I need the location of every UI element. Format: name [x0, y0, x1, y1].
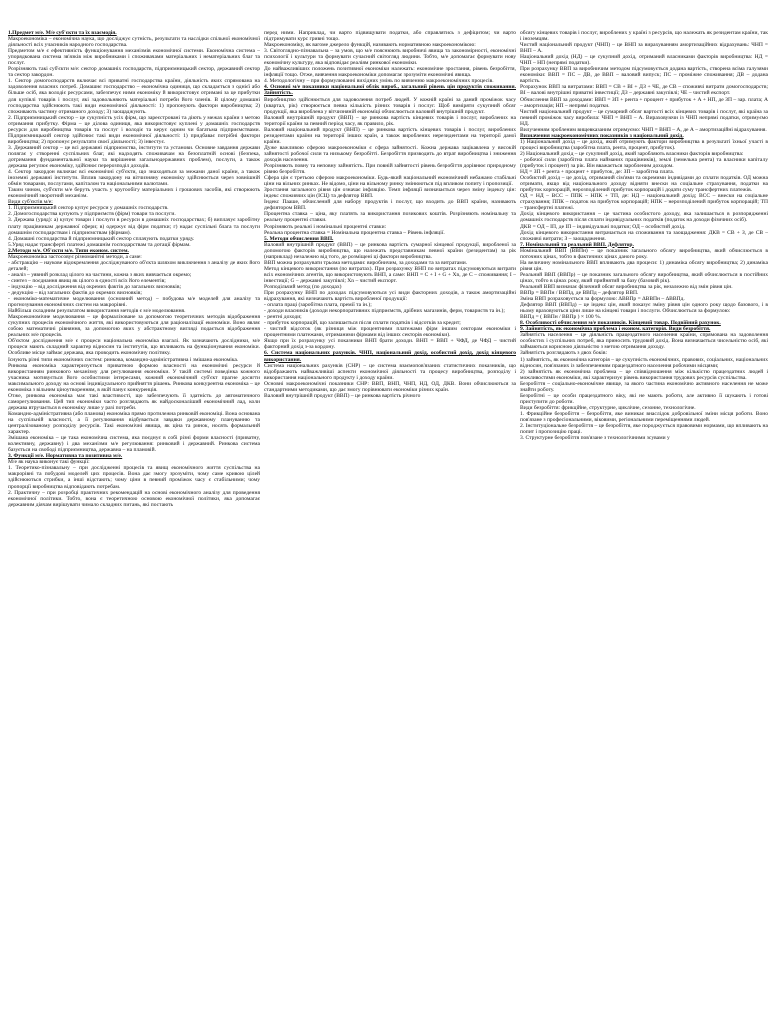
- paragraph: Реальна процентна ставка = Номінальна процентна ставка – Рівень інфляції.: [264, 229, 445, 236]
- paragraph: Виробництво здійснюється для задоволення потреб людей. У кожній країні за даний проміжок часу (квартал, рік) створюється певна кількість різних товарів і послуг. Щоб виміряти сукупний обсяг продукції, яка вироблена у вітчизняній економіці обчислюється валовий внутрішній продукт.: [264, 96, 516, 115]
- paragraph: Найбільш складним результатом використання методів є м/е моделювання.: [8, 308, 186, 315]
- paragraph: Особистий дохід – це дохід, отриманий сім'ями та окремими індивідами до сплати податків. ОД можна отримати, якщо від національного доходу відняти внески на соціальне страхування, податки на прибуток корпорацій, нерозподілений прибуток корпорацій і додати суму трансфертних платежів.: [520, 175, 768, 194]
- paragraph: Реальний ВВП (ВВПр) – це показник загального обсягу виробництва, який обчислюється в постійних цінах, тобто в цінах року, який прийнятий за базу (базовий рік).: [520, 271, 768, 284]
- paragraph: Валовий внутрішній продукт (ВВП) – це ринкова вартість кінцевих товарів і послуг, вироблених на території країни за певний період часу, як правило, рік.: [264, 114, 516, 127]
- section-heading: 9. Зайнятість, як економічна проблема і економ. категорія. Види безробіття.: [520, 326, 711, 333]
- paragraph: Метод кінцевого використання (по витратах). При розрахунку ВНП по витратах підсумовуються витрати всіх економічних агентів, що використовують ВНП, а саме: ВНП = C + I + G + Xn, де C – споживання; I – інвестиції; G – державні закупівлі; Xn – чистий експорт.: [264, 265, 516, 284]
- paragraph: Чистий національний продукт (ЧНП) – це ВНП за вирахуванням амортизаційних відрахувань: ЧНП = ВНП – А.: [520, 42, 768, 55]
- paragraph: Дефлятор ВВП (ВВПд) – це індекс цін, який показує зміну рівня цін одного року щодо базового, і в ньому враховуються ціни лише на кінцеві товари і послуги. Обчислюється за формулою:: [520, 302, 768, 315]
- paragraph: 3. Структурне безробіття пов'язане з технологічними зсувами у: [520, 435, 670, 442]
- paragraph: 1) Національний дохід – це дохід, який отримують фактори виробництва в результаті їхньої участі в процесі виробництва (заробітна плата, рента, процент, прибуток).: [520, 138, 768, 151]
- paragraph: Зайнятість населення – це діяльність працездатного населення країни, спрямована на задоволення особистих і суспільних потреб, яка приносить трудовий дохід. Вона визначається чисельністю осіб, які займаються корисною діяльністю з метою отримання доходу.: [520, 332, 768, 351]
- paragraph: Види суб'єктів м/е:: [8, 199, 53, 206]
- section-heading: 4. Основні м/е показники національної облік вироб., загальний рівень цін продуктів споживання. Зайнятість.: [264, 84, 516, 97]
- paragraph: НД = ЗП + рента + процент + прибуток, де: ЗП – заробітна плата.: [520, 169, 675, 176]
- paragraph: ВВПр = ВВПн / ВВПд, де ВВПд – дефлятор ВВП.: [520, 290, 639, 297]
- paragraph: Основні макроекономічні показники СНР: ВВП, ВНП, ЧНП, НД, ОД, ДКВ. Вони обчислюються за стандартними методиками, що дає змогу порівнювати економіки різних країн.: [264, 380, 516, 393]
- paragraph: Розрізняють реальні і номінальні процентні ставки:: [264, 223, 387, 230]
- paragraph: обсягу кінцевих товарів і послуг, вироблених у країні з ресурсів, що належать як резидентам країни, так і іноземцям.: [520, 30, 768, 43]
- paragraph: Безробіття – соціально-економічне явище, за якого частина економічно активного населення не може знайти роботу.: [520, 380, 768, 393]
- paragraph: Дохід кінцевого використання витрачається на споживання та заощадження: ДКВ = СВ + З, де СВ – споживчі витрати; З – заощадження.: [520, 229, 768, 242]
- paragraph: При розрахунку ВВП за виробничим методом підсумовується додана вартість, створена всіма галузями економіки: ВВП = ПС – ДВ, де ВВП – валовий випуск; ПС – проміжне споживання; ДВ – додана вартість.: [520, 66, 768, 85]
- paragraph: 2. Домогосподарства купують у підприємств (фірм) товари та послуги.: [8, 211, 176, 218]
- paragraph: 3. Державний сектор – це всі державні підприємства, інститути та установи. Основне завдання держави полягає у створенні суспільних благ, які надходять споживачам на безоплатній основі (безпека, дотримання фундаментальної науки та вирішення загальнодержавних проблем), послуги, а також держава регулює економіку, здійснює перерозподіл доходів.: [8, 144, 260, 170]
- paragraph: перед ними. Наприклад, чи варто підвищувати податки, або справлятись з дефіцитом; чи варто підтримувати курс гривні тощо.: [264, 30, 516, 43]
- paragraph: 1. Підприємницький сектор купує ресурси у домашніх господарств.: [8, 205, 169, 212]
- paragraph: Обчислення ВВП за доходами: ВВП = ЗП + рента + процент + прибуток + А + НП, де ЗП – зар. плата; А – амортизація; НП – непрямі податки.: [520, 96, 768, 109]
- section-heading: 3. Функції м/е. Нормативна та позитивна м/е.: [8, 453, 123, 460]
- section-heading: 7. Номінальний та реальний ВВП. Дефлятор.: [520, 241, 634, 248]
- section-heading: 6. Система національних рахунків. ЧНП, національний дохід, особистий дохід, дохід кінцевого використання.: [264, 350, 516, 363]
- paragraph: - синтез – поєднання явищ як цілого в єдності всіх його елементів;: [8, 277, 166, 284]
- paragraph: ВВПд = ( ВВПн / ВВПр ) × 100 %.: [520, 314, 602, 321]
- paragraph: Зростання загального рівня цін означає інфляцію. Темп інфляції визначається через зміну індексу цін: індекс споживчих цін (ІСЦ) та дефлятор ВВП.: [264, 187, 516, 200]
- paragraph: Об'єктом дослідження м/е є процеси національна економіка взагалі. Як зазначають дослідники, м/е процеси мають складний характер відносин та інститутів, що впливають на функціонування економіки. Особливе місце займає держава, яка проводить економічну політику.: [8, 338, 260, 357]
- paragraph: До найважливіших положень позитивної економіки належать: економічне зростання, рівень безробіття, інфляції тощо. Отже, вивчення макроекономіки допомагає зрозуміти економічні явища.: [264, 66, 516, 79]
- paragraph: Дуже важливою сферою макроекономіки є сфера зайнятості. Кожна держава зацікавлена у високій зайнятості робочої сили та низькому безробітті. Безробіття призводить до втрат виробництва і зниження доходів населення.: [264, 144, 516, 163]
- paragraph: Види безробіття: фрикційне, структурне, циклічне, сезонне, технологічне.: [520, 404, 696, 411]
- paragraph: Реальний ВВП визначає фізичний обсяг виробництва за рік, незалежно від змін рівня цін.: [520, 283, 733, 290]
- section-heading: Визначення макроекономічних показників з національний дохід.: [520, 132, 684, 139]
- paragraph: - рентні доходи;: [264, 314, 302, 321]
- paragraph: Зайнятість розглядають з двох боків:: [520, 350, 608, 357]
- paragraph: Розрізняють повну та неповну зайнятість. При повній зайнятості рівень безробіття дорівнює природному рівню безробіття.: [264, 163, 516, 176]
- paragraph: 1) зайнятість, як економічна категорія – це сукупність економічних, правових, соціальних, національних відносин, пов'язаних із забезпеченням працездатного населення робочими місцями;: [520, 356, 768, 369]
- paragraph: - економіко-математичне моделювання (основний метод) – побудова м/е моделей для аналізу та прогнозування економічних систем на макрорівні.: [8, 296, 260, 309]
- paragraph: 2. Підприємницький сектор – це сукупність усіх фірм, що зареєстровані та діють у межах країни з метою отримання прибутку. Фірма – це ділова одиниця, яка використовує куплені у домашніх господарств ресурси для виробництва товарів та послуг і володіє та керує одним чи багатьма підприємствами. Підприємницький сектор здійснює такі види економічної діяльності: 1) придбаває потрібні фактори виробництва; 2) пропонує результати своєї діяльності; 3) інвестує.: [8, 114, 260, 145]
- paragraph: - оплата праці (заробітна плата, премії та ін.);: [264, 302, 372, 309]
- paragraph: Отже, ринкова економіка має такі властивості, що забезпечують її здатність до автоматичного саморегулювання. Цей тип економіки часто розглядають як найдосконаліший економічний лад, коли держава втручається в економіку лише у разі потреби.: [8, 392, 260, 411]
- section-heading: 5. Методи обчислення ВВП.: [264, 235, 334, 242]
- paragraph: Валовий внутрішній продукт (ВВП) – це ринкова вартість річного: [264, 392, 421, 399]
- paragraph: 5.Уряд надає трансферті платежі домашнім господарствам та дотації фірмам.: [8, 241, 191, 248]
- paragraph: Командно-адміністративна (або планова) економіка прямо протилежна ринковій економіці. Вона основана на суспільній власності, а її регулювання відбувається завдяки державному плануванню та централізованому розподілу ресурсів. Такі економічні явища, як ціна та ринок, носять формальний характер.: [8, 410, 260, 436]
- paragraph: Сфера цін є третьою сферою макроекономіки. Будь-який національний економічний небажано стабільні ціни на вільних ринках. Не відомо, ціни на вільному ринку змінюються під впливом попиту і пропозиції.: [264, 175, 516, 188]
- paragraph: 1. Фрикційне безробіття – безробіття, яке виникає внаслідок добровільної зміни місця роботи. Воно пов'язане з професіональними, віковими, регіональними переміщеннями людей.: [520, 410, 768, 423]
- paragraph: Номінальний ВВП (ВВПн) – це показник загального обсягу виробництва, який обчислюється в поточних цінах, тобто в фактичних цінах даного року.: [520, 247, 768, 260]
- paragraph: Валовий внутрішній продукт (ВВП) – це ринкова вартість сумарної кінцевої продукції, виробленої за допомогою факторів виробництва, що належать представникам певної країни (резидентам) за рік (наприклад) незалежно від того, де розміщені ці фактори виробництва.: [264, 241, 516, 260]
- paragraph: Валовий національний продукт (ВНП) – це ринкова вартість кінцевих товарів і послуг, вироблених резидентами країни на території інших країн, а також вироблених нерезидентами на території даної країни.: [264, 126, 516, 145]
- text-column-3: [520, 30, 768, 1016]
- section-heading: 8. Особливості обчислення м/е показників. Кінцевий товар. Подвійний рахунок.: [520, 320, 721, 327]
- paragraph: Макроекономіка застосовує різноманітні методи, а саме:: [8, 253, 142, 260]
- paragraph: 2) зайнятість як економічна проблема – це співвідношення між кількістю працездатних людей і можливостями економіки, які характеризує рівень використання трудових ресурсів суспільства.: [520, 368, 768, 381]
- paragraph: - робочої сили (заробітна плата найманих працівників), землі (земельна рента) та власники капіталу (прибуток і процент) за рік. Він вважається заробленим доходом.: [520, 156, 768, 170]
- paragraph: Якщо при їх розрахунку усі показники ВНП брати доходи. ВНП = ВВП + ЧФД, де ЧФД – чистий факторний дохід з-за кордону.: [264, 338, 516, 351]
- paragraph: Ринкова економіка характеризується приватною формою власності на економічні ресурси й використанням ринкового механізму для регулювання економіки. У такій системі поведінка кожного учасника мотивується його особистими інтересами, кожний економічний суб'єкт прагне досягти максимального доходу на основі індивідуального прийняття рішень. Ринкова конкурентна економіка – це економіка з вільним ціноутворенням, в якій панує конкуренція.: [8, 362, 260, 393]
- text-column-1: [8, 30, 260, 1016]
- paragraph: Макроекономіка – економічна наука, що досліджує сутність, результати та наслідки спільної економічної діяльності всіх учасників народного господарства.: [8, 36, 260, 49]
- paragraph: Дохід кінцевого використання – це частина особистого доходу, яка залишається в розпорядженні домашніх господарств після сплати індивідуальних податків (податок на доходи фізичних осіб).: [520, 211, 768, 224]
- paragraph: - індукцію – від дослідження від окремих фактів до загальних висновків;: [8, 283, 182, 290]
- paragraph: 4. Сектор закордон включає всі економічні суб'єкти, що знаходяться за межами даної країни, а також іноземні державні інститути. Вплив закордону на вітчизняну економіку здійснюється через зовнішній обмін товарами, послугами, капіталом та національними валютами.: [8, 169, 260, 188]
- paragraph: - доходи власників (доходи некорпоративних підприємств, дрібних магазинів, ферм, товариств та ін.);: [264, 308, 505, 315]
- paragraph: Змішана економіка – це така економічна система, яка поєднує в собі різні форми власності (приватну, колективну, державну) і два механізми м/е регулювання: ринковий і державний. Ринкова система базується на свободі підприємництва, державна – на плановій.: [8, 435, 260, 454]
- paragraph: ВВП можна розрахувати трьома методами: виробничим, за доходами та за витратами.: [264, 259, 468, 266]
- paragraph: 2. Практичну – при розробці практичних рекомендацій на основі економічного аналізу для проведення економічної політики. Тобто, вона є теоретичною основою економічної політики, яка допомагає державним діячам вирішувати чимало складних питань, які постають: [8, 489, 260, 508]
- section-heading: 1.Предмет м/е. М/е суб'єкти та їх взаємодія.: [8, 30, 117, 36]
- paragraph: 4. Домашні господарства й підприємницький сектор сплачують податки уряду.: [8, 235, 195, 242]
- paragraph: На величину номінального ВВП впливають два процеси: 1) динаміка обсягу виробництва; 2) динаміка рівня цін.: [520, 259, 768, 272]
- paragraph: 4. Методологічну – при формулюванні вихідних умінь по вивченню макроекономічних процесів.: [264, 78, 494, 85]
- section-heading: 2.Методи м/е. Об'єкти м/е. Типи економ. систем.: [8, 247, 129, 254]
- paragraph: 2. Інституціональне безробіття – це безробіття, яке породжується правовими нормами, що впливають на попит і пропозицію праці.: [520, 423, 768, 436]
- paragraph: Вилученням зробленим вищевказаним отримуємо: ЧНП = ВНП – А, де А – амортизаційні відрахування.: [520, 126, 767, 133]
- paragraph: 1. Теоретико-пізнавальну – при дослідженні процесів та явищ економічного життя суспільства на макрорівні та побудові моделей цих процесів. Вона дає змогу зрозуміти, чому саме кривою цілей здійснюються стрибки, а інші відстають; чому ціни в певний проміжок часу є стабільними; чому пропорції виробництва відповідають потребам.: [8, 465, 260, 490]
- paragraph: Індекс Пааше, обчислений для набору продуктів і послуг, що входить до ВВП країни, називають дефлятором ВВП.: [264, 199, 516, 212]
- paragraph: - дедукцію – від загальних фактів до окремих висновків;: [8, 290, 142, 297]
- paragraph: ОД = НД – ВСС – ППК – НПК + ТП, де: НД – національний дохід; ВСС – внески на соціальне страхування; ППК – податок на прибуток корпорацій; НПК – нерозподілений прибуток корпорацій; ТП – трансфертні платежі.: [520, 193, 768, 212]
- paragraph: Макроекономіку, як вагоме джерело функцій, називають нормативною макроекономікою:: [264, 42, 476, 49]
- paragraph: Чистий національний продукт – це сумарний обсяг вартості всіх кінцевих товарів і послуг, які країна за певний проміжок часу виробила: ЧНП = ВНП – А. Вираховуючи із ЧНП непрямі податки, отримуємо НД.: [520, 108, 768, 127]
- paragraph: - абстракцію – наукове відокремлення досліджуваного об'єкта шляхом виключення з аналізу де яких його деталей;: [8, 259, 260, 272]
- paragraph: При розрахунку ВНП по доходах підсумовуються усі види факторних доходів, а також амортизаційні відрахування, які визначають вартість виробленої продукції:: [264, 290, 516, 303]
- paragraph: 3. Держава (уряд): а) купує товари і послуги в ресурси в домашніх господарствах; б) виплачує заробітну плату працівникам державної сфери; в) одержує від фірм податки; г) надає суспільні блага та послуги домашнім господарствам і підприємствам (фірмам).: [8, 217, 260, 236]
- paragraph: Система національних рахунків (СНР) – це система взаємопов'язаних статистичних показників, що відображають найважливіші аспекти економічної діяльності та процесу виробництва, розподілу і використання національного продукту і доходу країни.: [264, 362, 516, 381]
- paragraph: М/е як наука виконує такі функції:: [8, 459, 90, 466]
- paragraph: Макроекономічне моделювання – це формалізоване за допомогою теоретичних методів відображення сукупних процесів економічного життя, які використовуються для раціоналізації економіки. Воно являє собою математичні рівняння, за допомогою яких у абстрактному вигляді подається відображення реальних м/е процесів.: [8, 314, 260, 339]
- paragraph: Існують різні типи економічних систем: ринкова, командно-адміністративна і змішана економіка.: [8, 356, 239, 363]
- paragraph: Безробітні – це особи працездатного віку, які не мають роботи, але активно її шукають і готові приступити до роботи.: [520, 392, 768, 405]
- paragraph: Процентна ставка – ціна, яку платять за використання позикових коштів. Розрізняють номінальну та реальну процентні ставки.: [264, 211, 516, 224]
- paragraph: - чистий відсоток (як різниця між процентними платежами фірм іншим секторам економіки і процентними платежами, отриманими фірмами від інших секторів економіки).: [264, 326, 516, 339]
- paragraph: Зміна ВВП розраховується за формулою: ΔВВПр = ΔВВПн – ΔВВПд.: [520, 296, 685, 303]
- paragraph: 2) Національний дохід – це сукупний дохід, який заробляють власники факторів виробництва:: [520, 150, 744, 157]
- paragraph: Розподільчий метод (по доходах): [264, 283, 342, 290]
- paragraph: - аналіз – уявний розклад цілого на частини, кожна з яких вивчається окремо;: [8, 271, 192, 278]
- paragraph: 1. Сектор домогосподарств включає всі приватні господарства країни, діяльність яких спрямована на задоволення власних потреб. Домашнє господарство – економічна одиниця, що складається з однієї або більше осіб, яка володіє ресурсами, забезпечує ними економіку й використовує отримані за це прибутки для купівлі товарів і послуг, які задовольняють матеріальні потреби його членів. В цілому домашні господарства здійснюють такі види економічної діяльності: 1) пропонують фактори виробництва; 2) споживають частину отриманого доходу; 3) заощаджують.: [8, 78, 260, 115]
- paragraph: Розрізняють такі суб'єкти м/е: сектор домашніх господарств, підприємницький сектор, державний сектор та сектор закордон.: [8, 66, 260, 79]
- paragraph: - прибуток корпорацій, що залишається після сплати податків і відсотків за кредит;: [264, 320, 461, 327]
- paragraph: Предметом м/е є ефективність функціонування механізмів економічної системи. Економічна система – упорядкована система зв'язків між виробниками і споживачами матеріальних і нематеріальних благ та послуг.: [8, 48, 260, 67]
- paragraph: ДКВ = ОД – ІП, де ІП – індивідуальні податки; ОД – особистий дохід.: [520, 223, 686, 230]
- text-column-2: [264, 30, 516, 1016]
- paragraph: Таким чином, суб'єкти м/е беруть участь у кругообігу матеріальних і грошових засобів, які створюють економічний зворотний механізм.: [8, 187, 260, 200]
- paragraph: Національний дохід (НД) – це сукупний дохід, отриманий власниками факторів виробництва: НД = ЧНП – НП (непрямі податки).: [520, 54, 768, 67]
- paragraph: Розрахунок ВВП за витратами: ВВП = СВ + ВІ + ДЗ + ЧЕ, де СВ – споживчі витрати домогосподарств; ВІ – валові внутрішні приватні інвестиції; ДЗ – державні закупівлі; ЧЕ – чистий експорт.: [520, 84, 768, 97]
- paragraph: 3. Світоглядно-пізнавальна – за умов, що м/е пояснюють виробничі явища та закономірності, економічні психології і культури та формувати сучасний світогляд людини. Тобто, м/е допомагає формувати нову економічну культуру, яка відповідає реаліям ринкової економіки.: [264, 48, 516, 67]
